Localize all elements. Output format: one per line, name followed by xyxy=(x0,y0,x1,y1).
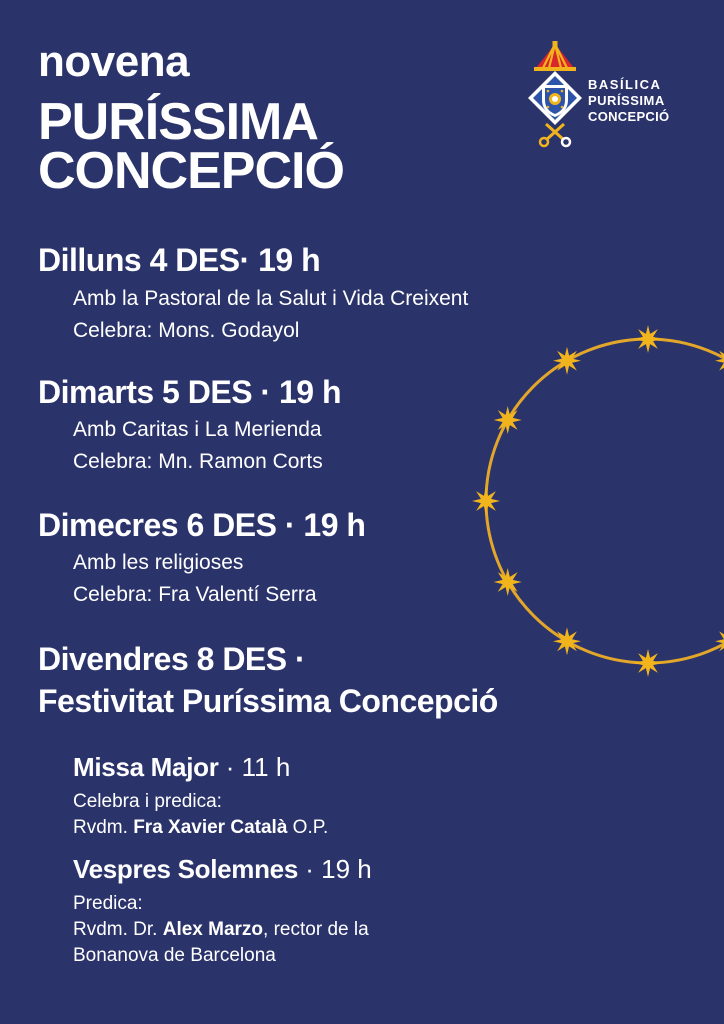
mass-line-1: Celebra i predica: xyxy=(73,791,222,812)
vespers-preacher-suffix: , rector de la xyxy=(263,919,369,940)
logo-text-line-1: BASÍLICA xyxy=(588,77,662,92)
logo-text-line-2: PURÍSSIMA xyxy=(588,93,665,108)
title-kicker: novena xyxy=(38,37,190,86)
mass-heading xyxy=(73,754,290,780)
mass-line-2 xyxy=(73,818,328,837)
mass-celebrant-prefix: Rvdm. xyxy=(73,817,134,838)
vespers-line-1: Predica: xyxy=(73,893,143,914)
star-icon xyxy=(715,347,724,375)
vespers-time: · 19 h xyxy=(298,854,372,884)
day-1-celebrant: Celebra: Mons. Godayol xyxy=(73,319,300,342)
day-1-with: Amb la Pastoral de la Salut i Vida Creixent xyxy=(73,287,469,310)
day-2-heading: Dimarts 5 DES · 19 h xyxy=(38,374,341,410)
vespers-name: Vespres Solemnes xyxy=(73,854,298,884)
mass-name: Missa Major xyxy=(73,752,219,782)
logo-text-line-3: CONCEPCIÓ xyxy=(588,109,670,124)
title-line-2: CONCEPCIÓ xyxy=(38,142,344,200)
mass-celebrant-name: Fra Xavier Català xyxy=(133,817,288,838)
mass-time: · 11 h xyxy=(218,752,291,782)
day-1-heading: Dilluns 4 DES· 19 h xyxy=(38,242,321,278)
star-icon xyxy=(715,627,724,655)
star-icon xyxy=(634,325,662,353)
vespers-preacher-name: Alex Marzo xyxy=(162,919,264,940)
star-icon xyxy=(494,406,522,434)
day-2-celebrant: Celebra: Mn. Ramon Corts xyxy=(73,450,323,473)
star-icon xyxy=(553,347,581,375)
vespers-line-3: Bonanova de Barcelona xyxy=(73,945,276,966)
day-3-with: Amb les religioses xyxy=(73,551,244,574)
feast-heading-line-2: Festivitat Puríssima Concepció xyxy=(38,683,498,719)
day-3-heading: Dimecres 6 DES · 19 h xyxy=(38,507,366,543)
star-icon xyxy=(634,649,662,677)
star-icon xyxy=(472,487,500,515)
feast-heading-line-1: Divendres 8 DES · xyxy=(38,641,306,677)
vespers-preacher-prefix: Rvdm. Dr. xyxy=(73,919,163,940)
star-icon xyxy=(494,568,522,596)
title-line-1: PURÍSSIMA xyxy=(38,93,318,151)
day-3-celebrant: Celebra: Fra Valentí Serra xyxy=(73,583,317,606)
day-2-with: Amb Caritas i La Merienda xyxy=(73,418,322,441)
mass-celebrant-suffix: O.P. xyxy=(287,817,329,838)
vespers-heading xyxy=(73,856,372,882)
star-icon xyxy=(553,627,581,655)
vespers-line-2 xyxy=(73,920,369,939)
